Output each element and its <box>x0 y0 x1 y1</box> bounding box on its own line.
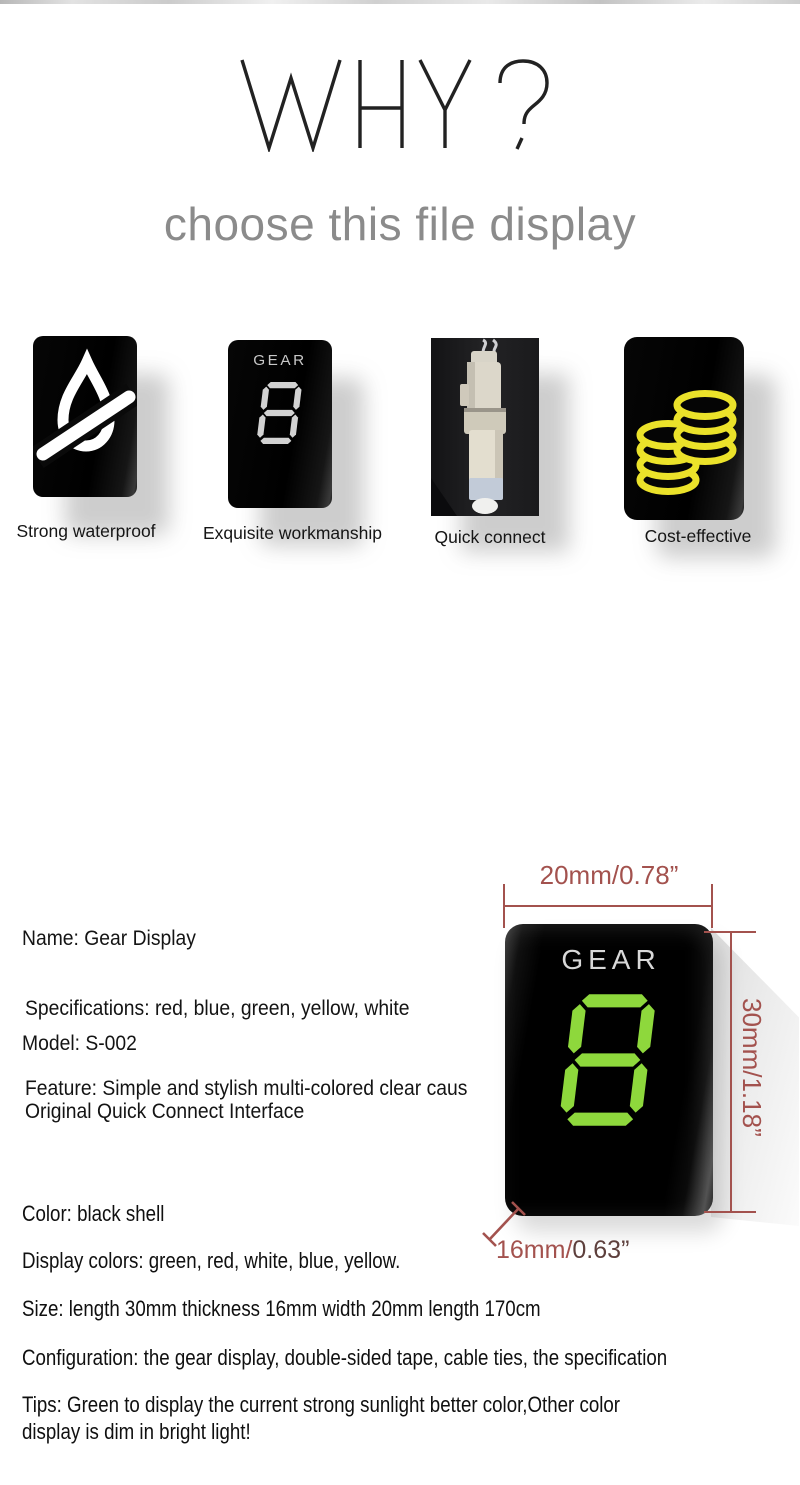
dimension-height-label: 30mm/1.18” <box>737 998 767 1137</box>
depth-prefix: 16mm/ <box>496 1236 573 1264</box>
spec-size: Size: length 30mm thickness 16mm width 20mm length 170cm <box>22 1296 541 1321</box>
dimension-width-label: 20mm/0.78” <box>539 860 679 890</box>
page-subtitle: choose this file display <box>163 198 637 250</box>
dimension-tick <box>503 884 505 928</box>
spec-color: Color: black shell <box>22 1201 165 1226</box>
dimension-height-line <box>730 931 732 1213</box>
feature-card-waterproof <box>33 336 137 497</box>
dimension-tick <box>704 931 756 933</box>
seven-segment-digit-product <box>558 986 660 1134</box>
letter-h <box>360 60 402 148</box>
dimension-tick <box>704 1211 756 1213</box>
top-edge-strip <box>0 0 800 4</box>
spec-tips-line1: Tips: Green to display the current strong sunlight better color,Other color <box>22 1392 621 1417</box>
gear-label-text: GEAR <box>253 352 307 369</box>
letter-w <box>242 60 340 148</box>
no-water-drop-icon <box>33 336 137 497</box>
feature-label-cost-effective: Cost-effective <box>644 526 752 546</box>
connector-photo <box>431 338 539 516</box>
spec-feature-line2: Original Quick Connect Interface <box>25 1100 305 1123</box>
depth-value: 0.63” <box>572 1236 630 1264</box>
gear-display-product <box>505 924 713 1216</box>
seven-segment-digit-icon <box>256 378 304 448</box>
spec-display-colors: Display colors: green, red, white, blue, yellow. <box>22 1248 401 1273</box>
dimension-depth-label <box>496 1236 629 1265</box>
spec-specifications: Specifications: red, blue, green, yellow, white <box>25 997 410 1020</box>
dimension-tick <box>711 884 713 928</box>
spec-tips-line2: display is dim in bright light! <box>22 1419 251 1444</box>
spec-name: Name: Gear Display <box>22 927 196 950</box>
feature-label-workmanship: Exquisite workmanship <box>203 523 382 543</box>
dimension-width-line <box>504 905 712 907</box>
gear-label-text: GEAR <box>561 944 661 975</box>
feature-label-waterproof: Strong waterproof <box>16 521 156 541</box>
feature-card-cost <box>624 337 744 520</box>
question-mark <box>500 61 547 124</box>
question-mark-tail <box>517 138 522 149</box>
spec-model: Model: S-002 <box>22 1032 137 1055</box>
letter-y <box>420 60 470 148</box>
spec-feature-line1: Feature: Simple and stylish multi-colored clear caus <box>25 1077 468 1100</box>
feature-label-quick-connect: Quick connect <box>434 527 546 547</box>
page-title-why <box>238 56 594 152</box>
spec-configuration: Configuration: the gear display, double-sided tape, cable ties, the specification <box>22 1345 668 1370</box>
feature-card-workmanship <box>228 340 332 508</box>
coins-icon <box>624 337 744 520</box>
